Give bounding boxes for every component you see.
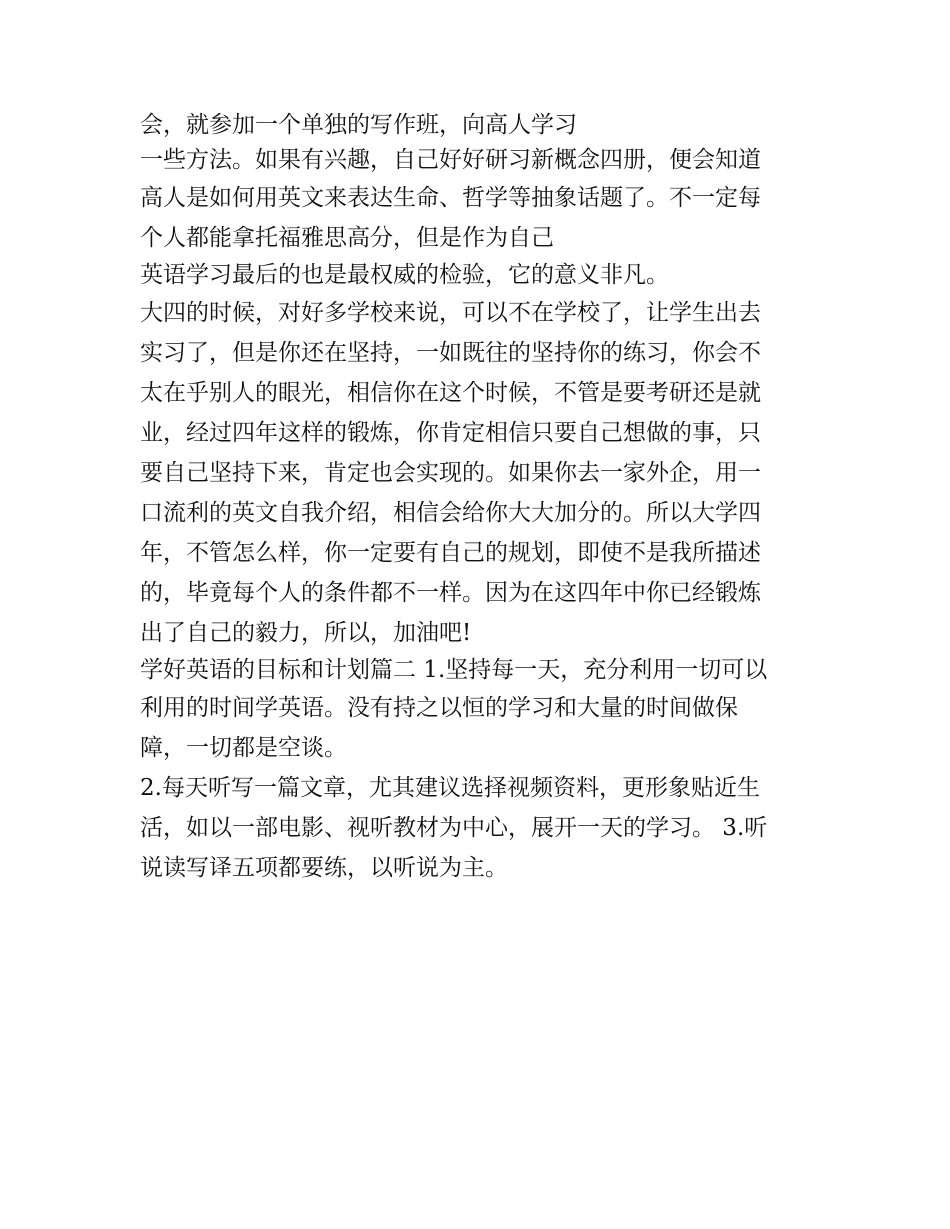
text-line: 个人都能拿托福雅思高分，但是作为自己 — [140, 225, 554, 251]
text-line: 英语学习最后的也是最权威的检验，它的意义非凡。 — [140, 262, 669, 288]
text-line: 业，经过四年这样的锻炼，你肯定相信只要自己想做的事，只 — [140, 420, 761, 446]
document-body — [140, 108, 830, 888]
text-line: 实习了，但是你还在坚持，一如既往的坚持你的练习，你会不 — [140, 340, 761, 366]
text-line: 一些方法。如果有兴趣，自己好好研习新概念四册，便会知道 — [140, 147, 761, 173]
text-line: 出了自己的毅力，所以，加油吧! — [140, 620, 472, 646]
text-line: 高人是如何用英文来表达生命、哲学等抽象话题了。不一定每 — [140, 185, 761, 211]
text-line: 活，如以一部电影、视听教材为中心，展开一天的学习。 3.听 — [140, 815, 768, 841]
text-line: 要自己坚持下来，肯定也会实现的。如果你去一家外企，用一 — [140, 460, 761, 486]
text-line: 口流利的英文自我介绍，相信会给你大大加分的。所以大学四 — [140, 500, 761, 526]
text-line: 大四的时候，对好多学校来说，可以不在学校了，让学生出去 — [140, 300, 761, 326]
text-line: 学好英语的目标和计划篇二 1.坚持每一天，充分利用一切可以 — [140, 657, 768, 683]
text-line: 会，就参加一个单独的写作班，向高人学习 — [140, 112, 577, 138]
text-line: 年，不管怎么样，你一定要有自己的规划，即使不是我所描述 — [140, 540, 761, 566]
text-line: 障，一切都是空谈。 — [140, 735, 347, 761]
text-line: 的，毕竟每个人的条件都不一样。因为在这四年中你已经锻炼 — [140, 580, 761, 606]
text-line: 利用的时间学英语。没有持之以恒的学习和大量的时间做保 — [140, 695, 738, 721]
text-line: 说读写译五项都要练，以听说为主。 — [140, 855, 508, 881]
text-line: 太在乎别人的眼光，相信你在这个时候，不管是要考研还是就 — [140, 380, 761, 406]
text-line: 2.每天听写一篇文章，尤其建议选择视频资料，更形象贴近生 — [140, 775, 760, 801]
